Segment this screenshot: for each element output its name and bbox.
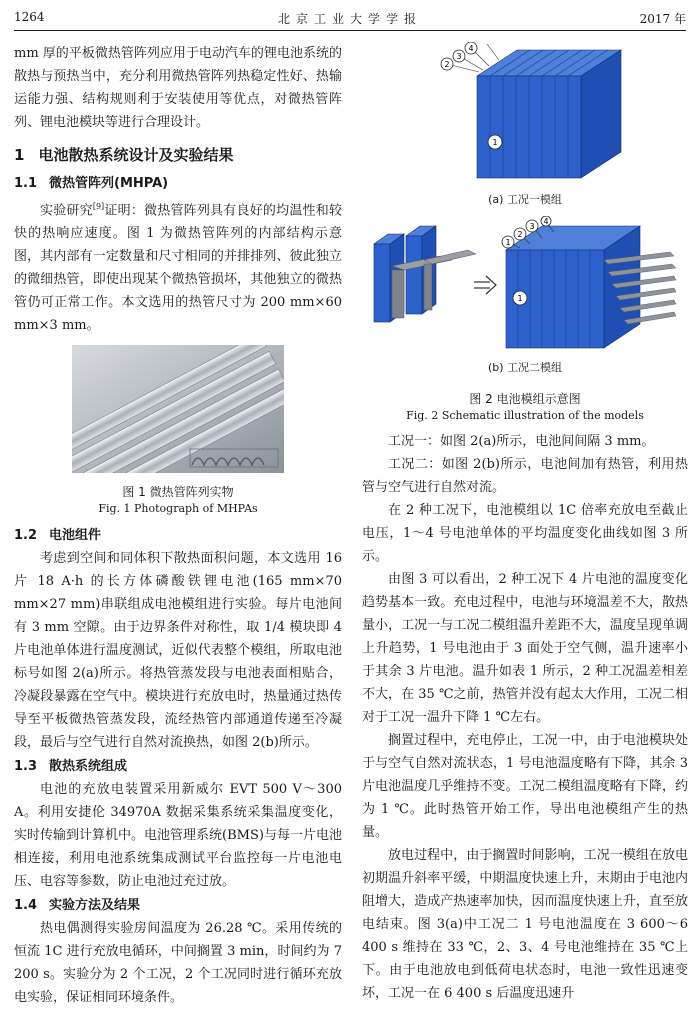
citation: [9]: [92, 202, 105, 211]
paragraph-case-1: 工况一：如图 2(a)所示，电池间间隔 3 mm。: [388, 434, 655, 449]
subsection-number: 1.1: [14, 176, 38, 191]
mhpa-photo-drawing: [72, 345, 284, 473]
subsection-title: 电池组件: [49, 528, 102, 544]
left-column: [14, 42, 342, 1009]
subsection-title: 实验方法及结果: [49, 898, 141, 914]
marker-2: 2: [444, 60, 450, 69]
figure-2b-label: (b) 工况二模组: [487, 361, 563, 374]
right-column: [362, 42, 688, 1005]
section-1-heading: [14, 144, 342, 167]
paragraph-resting: 搁置过程中，充电停止，工况一中，由于电池模块处于与空气自然对流状态，1 号电池温度略有下降，其余 3 片电池温度几乎维持不变。工况二模组温度略有下降，约为 1 ℃。此时热管开始工作，导出电池模组产生的热量。: [362, 733, 688, 840]
subsection-title: 散热系统组成: [49, 759, 128, 775]
figure-2b-diagram: [370, 216, 680, 356]
subsection-1-3-heading: [14, 756, 342, 778]
figure-2a-diagram: [425, 42, 625, 190]
paragraph-method: 热电偶测得实验房间温度为 26.28 ℃。采用传统的恒流 1C 进行充放电循环，中间搁置 3 min，时间约为 7 200 s。实验分为 2 个工况，2 个工况同时进行循环充放电实验，保证相同环境条件。: [14, 921, 342, 1006]
marker-3: 3: [456, 52, 462, 61]
intro-paragraph: mm 厚的平板微热管阵列应用于电动汽车的锂电池系统的散热与预热当中，充分利用微热管阵列热稳定性好、热输运能力强、结构规则利于安装使用等优点，对微热管阵列、锂电池模块等进行合理设计。: [14, 46, 342, 130]
marker-3: 3: [529, 222, 535, 231]
battery-module-a: [425, 42, 625, 190]
subsection-1-1-heading: [14, 173, 342, 195]
subsection-title: 微热管阵列(MHPA): [49, 176, 169, 191]
section-number: 1: [14, 146, 25, 164]
figure-1-caption-en: Fig. 1 Photograph of MHPAs: [98, 502, 258, 516]
subsection-1-4-heading: [14, 895, 342, 917]
marker-1-front: 1: [517, 294, 523, 303]
subsection-number: 1.2: [14, 528, 38, 544]
paragraph-battery: 考虑到空间和同体积下散热面积问题，本文选用 16 片 18 A·h 的长方体磷酸铁锂电池(165 mm×70 mm×27 mm)串联组成电池模组进行实验。每片电池间有 3 mm 空隙。由于边界条件对称性，取 1/4 模块即 4 片电池单体进行温度测试，近似代表整个模组，所取电池标号如图 2(a)所示。将热管蒸发段与电池表面相贴合，冷凝段暴露在空气中。模块进行充放电时，热量通过热传导至平板微热管蒸发段，流经热管内部通道传递至冷凝段，最后与空气进行自然对流换热，如图 2(b)所示。: [14, 551, 342, 751]
paragraph-text: 证明：微热管阵列具有良好的均温性和较快的热响应速度。图 1 为微热管阵列的内部结构示意图，其内部有一定数量和尺寸相同的并排排列、彼此独立的微细热管，即使出现某个微热管损坏，其他独立的微热管仍可正常工作。本文选用的热管尺寸为 200 mm×60 mm×3 mm。: [14, 203, 342, 334]
paragraph-text: 实验研究: [40, 203, 93, 219]
battery-module-b: [370, 216, 680, 356]
figure-2a-label: (a) 工况一模组: [488, 193, 562, 206]
marker-1: 1: [492, 138, 498, 147]
paragraph-charging: 由图 3 可以看出，2 种工况下 4 片电池的温度变化趋势基本一致。充电过程中，电池与环境温差不大，散热量小，工况一与工况二模组温升差距不大，温度呈现单调上升趋势，1 号电池由于 3 面处于空气侧，温升速率小于其余 3 片电池。温升如表 1 所示，2 种工况温差相差不大，在 35 ℃之前，热管并没有起太大作用，工况二相对于工况一温升下降 1 ℃左右。: [362, 572, 688, 725]
paragraph-case-2: 工况二：如图 2(b)所示，电池间加有热管，利用热管与空气进行自然对流。: [362, 457, 688, 495]
figure-2-caption-en: Fig. 2 Schematic illustration of the models: [406, 409, 644, 422]
figure-1-caption-cn: 图 1 微热管阵列实物: [122, 485, 234, 500]
marker-2: 2: [517, 230, 523, 239]
figure-1-photo: [72, 345, 284, 473]
running-header: [14, 8, 686, 31]
marker-4: 4: [468, 44, 474, 53]
journal-title: 北京工业大学学报: [277, 12, 422, 26]
paragraph-system: 电池的充放电装置采用新威尔 EVT 500 V～300 A。利用安捷伦 34970A 数据采集系统采集温度变化，实时传输到计算机中。电池管理系统(BMS)与每一片电池相连接，利用电池系统集成测试平台监控每一片电池电压、电容等参数，防止电池过充过放。: [14, 782, 342, 890]
marker-4: 4: [543, 217, 549, 226]
marker-1: 1: [505, 238, 511, 247]
paragraph-discharging: 放电过程中，由于搁置时间影响，工况一模组在放电初期温升斜率平缓，中期温度快速上升，末期由于电池内阻增大，造成产热速率加快，因而温度快速上升，直至放电结束。图 3(a)中工况二 1 号电池温度在 3 600～6 400 s 维持在 33 ℃，2、3、4 号电池维持在 35 ℃上下。由于电池放电到低荷电状态时，电池一致性迅速变坏，工况一在 6 400 s 后温度迅速升: [362, 848, 688, 1001]
year: 2017 年: [639, 12, 686, 26]
subsection-number: 1.3: [14, 759, 38, 775]
paragraph-mhpa: [14, 195, 342, 337]
page-number: 1264: [14, 10, 45, 24]
subsection-1-2-heading: [14, 525, 342, 547]
section-title: 电池散热系统设计及实验结果: [38, 146, 234, 164]
paragraph-results-intro: 在 2 种工况下，电池模组以 1C 倍率充放电至截止电压，1～4 号电池单体的平均温度变化曲线如图 3 所示。: [362, 503, 688, 564]
figure-2-caption-cn: 图 2 电池模组示意图: [469, 392, 581, 406]
subsection-number: 1.4: [14, 898, 38, 914]
